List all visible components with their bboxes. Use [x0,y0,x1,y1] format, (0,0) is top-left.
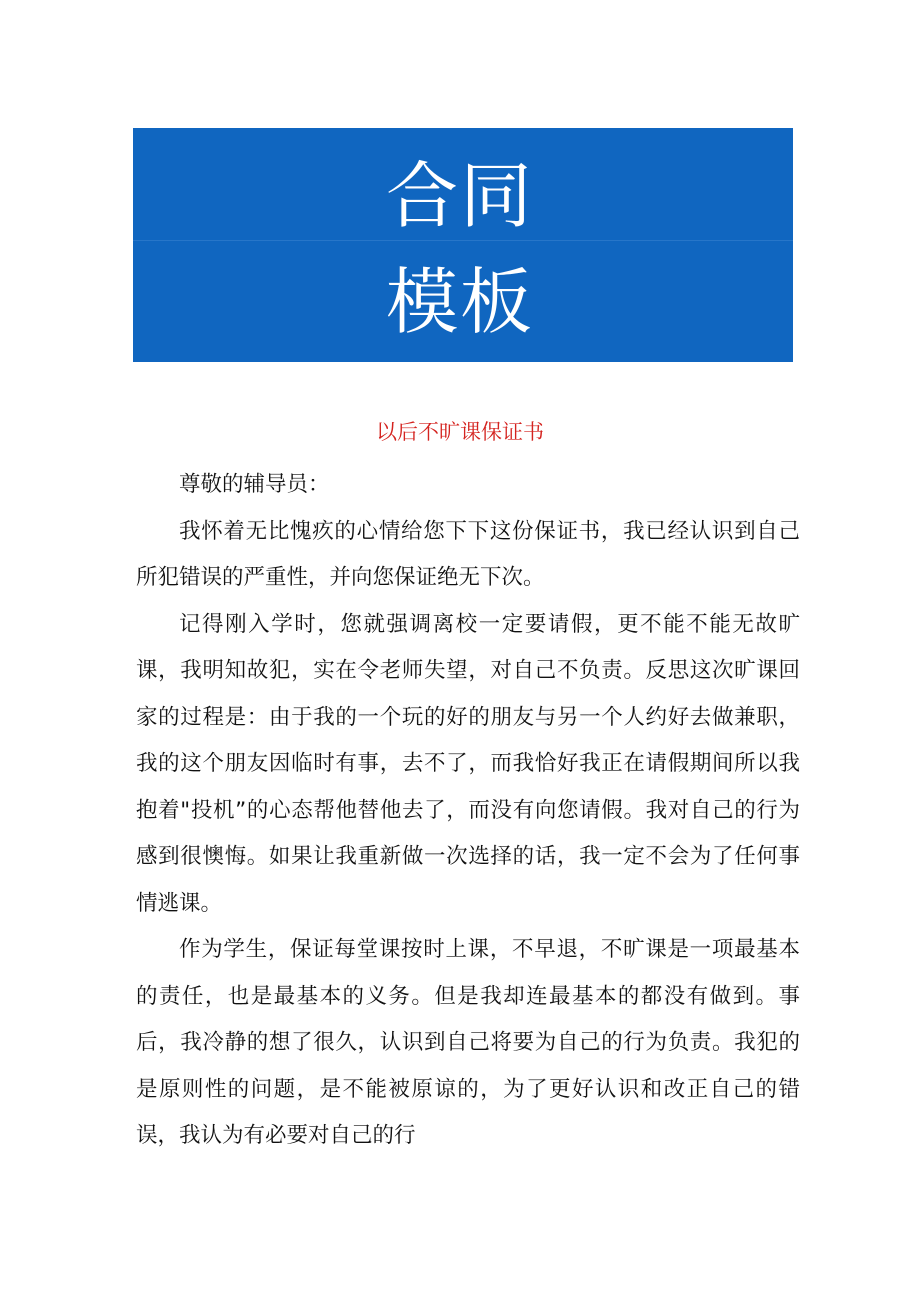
body-paragraph: 我怀着无比愧疚的心情给您下下这份保证书，我已经认识到自己所犯错误的严重性，并向您保证绝无下次。 [136,518,800,590]
body-paragraph: 记得刚入学时，您就强调离校一定要请假，更不能不能无故旷课，我明知故犯，实在令老师失望，对自己不负责。反思这次旷课回家的过程是：由于我的一个玩的好的朋友与另一个人约好去做兼职，我的这个朋友因临时有事，去不了，而我恰好我正在请假期间所以我抱着"投机”的心态帮他替他去了，而没有向您请假。我对自己的行为感到很懊悔。如果让我重新做一次选择的话，我一定不会为了任何事情逃课。 [136,611,800,916]
banner-divider [133,240,793,241]
body-paragraph: 作为学生，保证每堂课按时上课，不早退，不旷课是一项最基本的责任，也是最基本的义务。但是我却连最基本的都没有做到。事后，我冷静的想了很久，认识到自己将要为自己的行为负责。我犯的是原则性的问题，是不能被原谅的，为了更好认识和改正自己的错误，我认为有必要对自己的行 [136,937,800,1148]
salutation: 尊敬的辅导员： [179,472,330,497]
document-body [136,462,800,1160]
document-title: 以后不旷课保证书 [376,420,544,444]
banner-title-line-2: 模板 [385,260,534,344]
banner-title-line-1: 合同 [385,154,534,238]
